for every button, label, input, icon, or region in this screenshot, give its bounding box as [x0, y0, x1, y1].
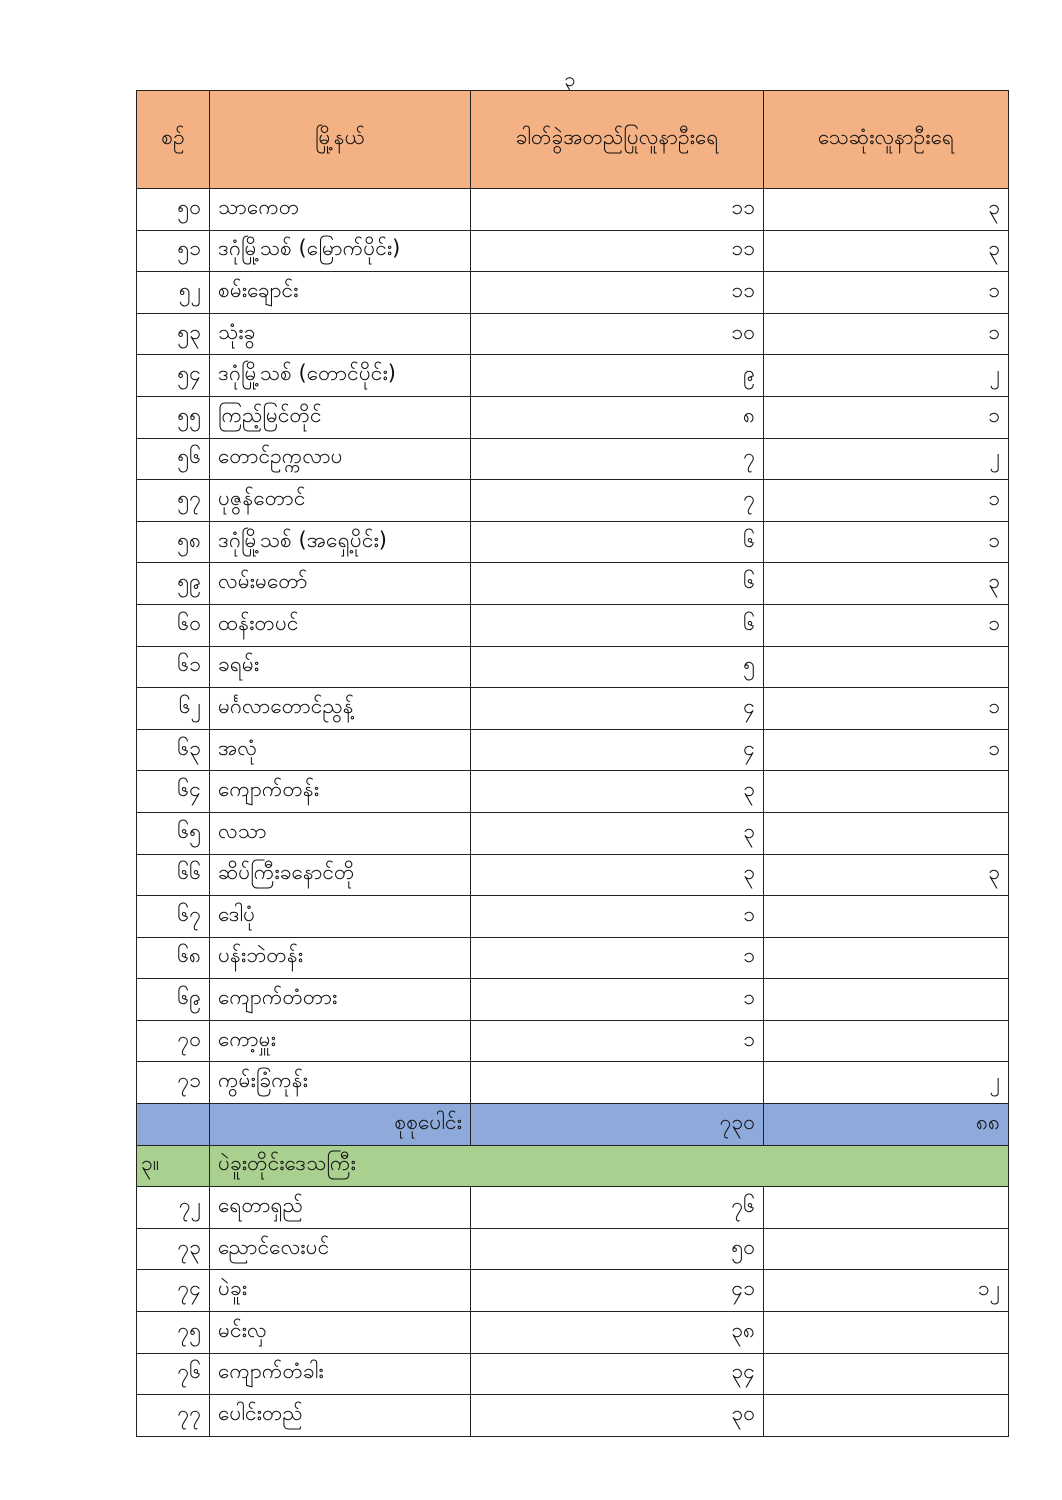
confirmed-count: ၉: [471, 355, 764, 397]
township-name: ထန်းတပင်: [210, 604, 471, 646]
township-name: ဒဂုံမြို့သစ် (တောင်ပိုင်း): [210, 355, 471, 397]
yangon-rows: [137, 189, 1009, 1104]
table-row: [137, 604, 1009, 646]
bago-rows: [137, 1187, 1009, 1437]
confirmed-count: ၃: [471, 812, 764, 854]
township-name: ပန်းဘဲတန်း: [210, 937, 471, 979]
confirmed-count: ၇: [471, 438, 764, 480]
header-township: မြို့နယ်: [210, 91, 471, 189]
township-name: သာကေတ: [210, 189, 471, 231]
township-name: လမ်းမတော်: [210, 563, 471, 605]
death-count: [764, 771, 1009, 813]
confirmed-count: ၁၁: [471, 230, 764, 272]
death-count: ၁၂: [764, 1270, 1009, 1312]
death-count: ၁: [764, 604, 1009, 646]
death-count: ၂: [764, 438, 1009, 480]
table-row: [137, 1020, 1009, 1062]
confirmed-count: ၆: [471, 563, 764, 605]
table-row: [137, 1187, 1009, 1229]
confirmed-count: ၁: [471, 937, 764, 979]
table-row: [137, 480, 1009, 522]
table-row: [137, 396, 1009, 438]
death-count: [764, 812, 1009, 854]
table-row: [137, 1395, 1009, 1437]
confirmed-count: ၈: [471, 396, 764, 438]
township-name: ကျောက်တံတား: [210, 979, 471, 1021]
table-row: [137, 272, 1009, 314]
confirmed-count: ၁၀: [471, 313, 764, 355]
section-number: ၃။: [137, 1145, 210, 1187]
row-number: ၆၆: [137, 854, 210, 896]
confirmed-count: ၆: [471, 604, 764, 646]
table-row: [137, 1062, 1009, 1104]
row-number: ၇၇: [137, 1395, 210, 1437]
confirmed-count: ၃၀: [471, 1395, 764, 1437]
confirmed-count: ၃၄: [471, 1353, 764, 1395]
table-row: [137, 646, 1009, 688]
township-name: ကျောက်တံခါး: [210, 1353, 471, 1395]
township-name: ကျောက်တန်း: [210, 771, 471, 813]
total-no-cell: [137, 1104, 210, 1146]
township-name: တောင်ဥက္ကလာပ: [210, 438, 471, 480]
row-number: ၆၀: [137, 604, 210, 646]
table-row: [137, 355, 1009, 397]
table-row: [137, 688, 1009, 730]
death-count: ၁: [764, 272, 1009, 314]
table-row: [137, 854, 1009, 896]
table-row: [137, 979, 1009, 1021]
death-count: [764, 646, 1009, 688]
death-count: ၁: [764, 480, 1009, 522]
row-number: ၆၇: [137, 896, 210, 938]
township-name: လသာ: [210, 812, 471, 854]
township-name: ဆိပ်ကြီးခနောင်တို: [210, 854, 471, 896]
township-name: ဒေါပုံ: [210, 896, 471, 938]
death-count: ၁: [764, 729, 1009, 771]
death-count: ၃: [764, 230, 1009, 272]
table-row: [137, 1312, 1009, 1354]
row-number: ၇၃: [137, 1228, 210, 1270]
section-row: [137, 1145, 1009, 1187]
death-count: [764, 1228, 1009, 1270]
township-name: ပဲခူး: [210, 1270, 471, 1312]
total-section: [137, 1104, 1009, 1187]
header-deaths: သေဆုံးလူနာဦးရေ: [764, 91, 1009, 189]
row-number: ၅၁: [137, 230, 210, 272]
row-number: ၅၂: [137, 272, 210, 314]
confirmed-count: ၅၀: [471, 1228, 764, 1270]
total-label: စုစုပေါင်း: [210, 1104, 471, 1146]
row-number: ၅၃: [137, 313, 210, 355]
header-row: [137, 91, 1009, 189]
row-number: ၇၄: [137, 1270, 210, 1312]
table-row: [137, 1228, 1009, 1270]
township-name: ဒဂုံမြို့သစ် (မြောက်ပိုင်း): [210, 230, 471, 272]
confirmed-count: ၁၁: [471, 189, 764, 231]
confirmed-count: ၁: [471, 979, 764, 1021]
confirmed-count: ၄: [471, 729, 764, 771]
row-number: ၆၂: [137, 688, 210, 730]
death-count: ၁: [764, 521, 1009, 563]
death-count: [764, 979, 1009, 1021]
township-name: ညောင်လေးပင်: [210, 1228, 471, 1270]
death-count: ၃: [764, 854, 1009, 896]
table-row: [137, 189, 1009, 231]
township-name: ကော့မှူး: [210, 1020, 471, 1062]
total-deaths: ၈၈: [764, 1104, 1009, 1146]
section-title: ပဲခူးတိုင်းဒေသကြီး: [210, 1145, 1009, 1187]
table-row: [137, 1353, 1009, 1395]
row-number: ၇၀: [137, 1020, 210, 1062]
row-number: ၅၄: [137, 355, 210, 397]
table-row: [137, 521, 1009, 563]
township-name: မင်းလှ: [210, 1312, 471, 1354]
row-number: ၇၂: [137, 1187, 210, 1229]
row-number: ၅၉: [137, 563, 210, 605]
death-count: [764, 1395, 1009, 1437]
total-confirmed: ၇၃၀: [471, 1104, 764, 1146]
row-number: ၆၅: [137, 812, 210, 854]
row-number: ၆၉: [137, 979, 210, 1021]
row-number: ၆၃: [137, 729, 210, 771]
table-row: [137, 729, 1009, 771]
confirmed-count: ၅: [471, 646, 764, 688]
confirmed-count: ၇: [471, 480, 764, 522]
death-count: [764, 1020, 1009, 1062]
table-row: [137, 230, 1009, 272]
table-row: [137, 896, 1009, 938]
row-number: ၅၅: [137, 396, 210, 438]
death-count: ၂: [764, 1062, 1009, 1104]
confirmed-count: ၃၈: [471, 1312, 764, 1354]
township-name: ကွမ်းခြံကုန်း: [210, 1062, 471, 1104]
confirmed-count: ၇၆: [471, 1187, 764, 1229]
row-number: ၇၅: [137, 1312, 210, 1354]
death-count: [764, 937, 1009, 979]
township-name: သုံးခွ: [210, 313, 471, 355]
row-number: ၆၈: [137, 937, 210, 979]
township-name: ပုဇွန်တောင်: [210, 480, 471, 522]
confirmed-count: ၄: [471, 688, 764, 730]
row-number: ၅၈: [137, 521, 210, 563]
township-name: ဒဂုံမြို့သစ် (အရှေ့ပိုင်း): [210, 521, 471, 563]
confirmed-count: ၃: [471, 854, 764, 896]
row-number: ၅၀: [137, 189, 210, 231]
row-number: ၅၇: [137, 480, 210, 522]
header-confirmed: ခါတ်ခွဲအတည်ပြုလူနာဦးရေ: [471, 91, 764, 189]
row-number: ၇၁: [137, 1062, 210, 1104]
confirmed-count: ၃: [471, 771, 764, 813]
township-name: စမ်းချောင်း: [210, 272, 471, 314]
table-row: [137, 812, 1009, 854]
confirmed-count: [471, 1062, 764, 1104]
death-count: [764, 1353, 1009, 1395]
table-row: [137, 771, 1009, 813]
table-row: [137, 438, 1009, 480]
death-count: ၁: [764, 688, 1009, 730]
township-name: မင်္ဂလာတောင်ညွန့်: [210, 688, 471, 730]
page-number: ၃: [564, 67, 576, 91]
township-name: ခရမ်း: [210, 646, 471, 688]
township-name: ပေါင်းတည်: [210, 1395, 471, 1437]
township-name: ကြည့်မြင်တိုင်: [210, 396, 471, 438]
death-count: ၃: [764, 189, 1009, 231]
death-count: [764, 896, 1009, 938]
total-row: [137, 1104, 1009, 1146]
table-row: [137, 313, 1009, 355]
header-no: စဉ်: [137, 91, 210, 189]
confirmed-count: ၁၁: [471, 272, 764, 314]
township-name: ရေတာရှည်: [210, 1187, 471, 1229]
death-count: ၁: [764, 313, 1009, 355]
row-number: ၅၆: [137, 438, 210, 480]
confirmed-count: ၄၁: [471, 1270, 764, 1312]
confirmed-count: ၁: [471, 896, 764, 938]
death-count: ၂: [764, 355, 1009, 397]
township-name: အလုံ: [210, 729, 471, 771]
covid-township-table: [136, 90, 1009, 1437]
row-number: ၆၁: [137, 646, 210, 688]
row-number: ၆၄: [137, 771, 210, 813]
confirmed-count: ၆: [471, 521, 764, 563]
table-row: [137, 937, 1009, 979]
death-count: ၃: [764, 563, 1009, 605]
death-count: [764, 1312, 1009, 1354]
table-row: [137, 1270, 1009, 1312]
confirmed-count: ၁: [471, 1020, 764, 1062]
death-count: ၁: [764, 396, 1009, 438]
death-count: [764, 1187, 1009, 1229]
table-row: [137, 563, 1009, 605]
row-number: ၇၆: [137, 1353, 210, 1395]
